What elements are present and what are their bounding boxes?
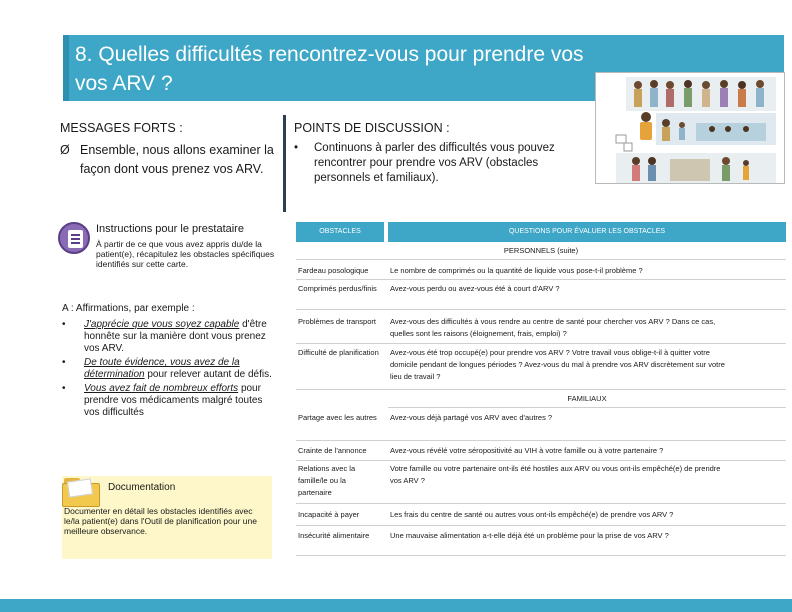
affirmation-item [62, 357, 277, 381]
table-cell-obstacle: Difficulté de planification [298, 348, 379, 357]
documentation-title: Documentation [108, 482, 176, 493]
couple-illustration [616, 153, 776, 183]
instructions-text: À partir de ce que vous avez appris du/de la patient(e), récapitulez les obstacles spécifiques identifiés sur cette carte. [96, 239, 275, 269]
document-list-icon [58, 222, 90, 254]
instructions-title: Instructions pour le prestataire [96, 223, 244, 235]
points-bullet-text: Continuons à parler des difficultés vous pouvez rencontrer pour prendre vos ARV (obstacles personnels et familiaux). [314, 142, 555, 184]
title-band-edge [63, 35, 69, 101]
people-illustration [596, 73, 785, 184]
page-title-line-2: vos ARV ? [75, 72, 173, 95]
affirmation-item [62, 383, 277, 419]
vertical-divider [283, 115, 286, 212]
group-of-people-illustration [626, 77, 776, 111]
points-bullet [294, 141, 594, 186]
bullet-dot-icon: • [294, 142, 299, 154]
arrow-bullet-icon: Ø [60, 143, 70, 157]
affirmation-item [62, 319, 277, 355]
table-cell-obstacle: Relations avec la famille/le ou la partenaire [298, 464, 356, 497]
table-cell-obstacle: Comprimés perdus/finis [298, 284, 377, 293]
affirmation-rest: pour prendre vos médicaments malgré toutes vos difficultés [84, 383, 263, 418]
family-illustration [656, 113, 776, 145]
messages-bullet-text: Ensemble, nous allons examiner la façon dont vous prenez vos ARV. [80, 143, 274, 176]
affirmation-emphasis: De toute évidence, vous avez de la détermination [84, 357, 240, 380]
affirmation-emphasis: Vous avez fait de nombreux efforts [84, 383, 239, 394]
table-cell-obstacle: Fardeau posologique [298, 266, 369, 275]
table-cell-question: Votre famille ou votre partenaire ont-ils été hostiles aux ARV ou vous ont-ils empêché(e) de prendre vos ARV ? [390, 464, 721, 485]
table-cell-question: Avez-vous déjà partagé vos ARV avec d'autres ? [390, 413, 553, 422]
table-cell-question: Une mauvaise alimentation a-t-elle déjà été un problème pour la prise de vos ARV ? [390, 531, 669, 540]
affirmations-list [62, 319, 277, 421]
affirmation-rest: pour relever autant de défis. [147, 369, 272, 380]
table-cell-question: Avez-vous été trop occupé(e) pour prendre vos ARV ? Votre travail vous oblige-t-il à quitter votre domicile pendant de longues périodes ? Avez-vous du mal à prendre vos ARV discrètement sur votre lieu de travail ? [390, 348, 725, 381]
affirmation-rest: d'être honnête sur la manière dont vous prenez vos ARV. [84, 319, 267, 354]
bullet-dot-icon: • [62, 357, 66, 368]
documentation-text: Documenter en détail les obstacles identifiés avec le/la patient(e) dans l'Outil de planification pour une meilleure observance. [64, 506, 257, 536]
folder-icon [62, 478, 102, 508]
table-cell-question: Avez-vous des difficultés à vous rendre au centre de santé pour chercher vos ARV ? Dans ce cas, quelles sont les raisons (éloignement, frais, emploi) ? [390, 317, 716, 338]
points-heading: POINTS DE DISCUSSION : [294, 121, 450, 135]
affirmation-emphasis: J'apprécie que vous soyez capable [84, 319, 240, 330]
table-cell-obstacle: Insécurité alimentaire [298, 531, 370, 540]
table-header-questions: QUESTIONS POUR ÉVALUER LES OBSTACLES [388, 222, 786, 242]
bullet-dot-icon: • [62, 383, 66, 394]
table-cell-obstacle: Incapacité à payer [298, 510, 360, 519]
messages-bullet [60, 141, 275, 179]
illustration-panel [595, 72, 785, 184]
table-section-personal: PERSONNELS (suite) [296, 242, 786, 260]
table-cell-question: Le nombre de comprimés ou la quantité de liquide vous pose-t-il problème ? [390, 266, 643, 275]
table-cell-question: Les frais du centre de santé ou autres vous ont-ils empêché(e) de prendre vos ARV ? [390, 510, 674, 519]
table-cell-question: Avez-vous perdu ou avez-vous été à court d'ARV ? [390, 284, 560, 293]
table-cell-obstacle: Crainte de l'annonce [298, 446, 367, 455]
documentation-box [62, 476, 272, 559]
footer-band [0, 599, 792, 612]
table-cell-obstacle: Problèmes de transport [298, 317, 376, 326]
bullet-dot-icon: • [62, 319, 66, 330]
messages-heading: MESSAGES FORTS : [60, 121, 183, 135]
affirmations-heading: A : Affirmations, par exemple : [62, 303, 195, 314]
table-cell-obstacle: Partage avec les autres [298, 413, 377, 422]
table-header-obstacles: OBSTACLES [296, 222, 384, 242]
page-title-line-1: 8. Quelles difficultés rencontrez-vous pour prendre vos [75, 43, 584, 66]
table-cell-question: Avez-vous révélé votre séropositivité au VIH à votre famille ou à votre partenaire ? [390, 446, 664, 455]
table-section-family: FAMILIAUX [388, 390, 786, 408]
